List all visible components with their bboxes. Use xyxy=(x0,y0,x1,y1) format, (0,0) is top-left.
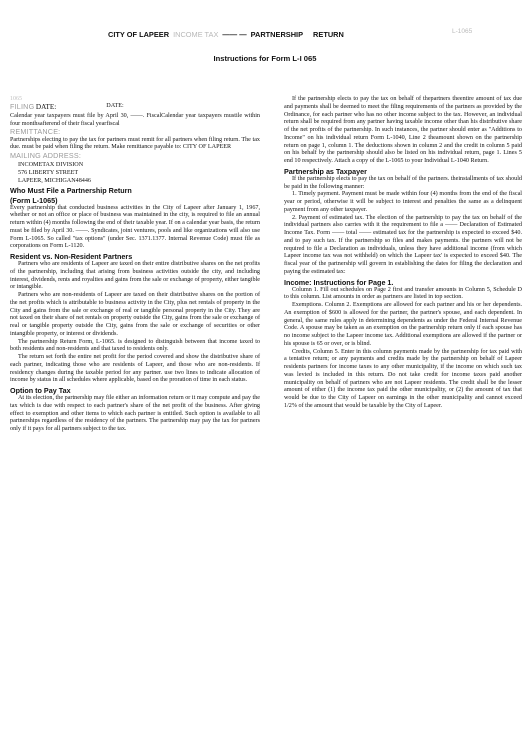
mailing-address xyxy=(10,161,260,185)
filing-date-label-2: DATE: xyxy=(106,103,124,109)
address-line-3: LAPEER, MICHIGAN48446 xyxy=(18,177,92,184)
filing-date-row xyxy=(10,103,260,113)
who-must-file-text: Every partnership that conducted business activities in the City of Lapeer after January 1, 1967, whether or not an office or place of business was maintained in the city, is required to file an annual return within (4) months following the end of their taxable year. If on a calendar year basis, the return must be filed by April 30. ——. Syndicates, joint ventures, pools and like organizations will also use Form L-1065. So called "tax options" (under Sec. 1371.1377. Internal Revenue Code) must file as corporations on Form L-1120. xyxy=(10,204,260,250)
address-line-1: INCOMETAX DIVISION xyxy=(18,161,84,168)
form-header xyxy=(108,30,438,39)
header-income-tax: INCOME TAX xyxy=(173,30,219,39)
filing-label: FILING xyxy=(10,102,35,111)
top-mark: 1065 xyxy=(10,96,22,102)
resident-text-3: The partnership Return Form, L-1065. is designed to distinguish between that income taxed to both residents and non-residents and that taxed to residents only. xyxy=(10,338,260,353)
partnership-taxpayer-text-2: 1. Timely payment. Payment must be made within four (4) months from the end of the fiscal year or period, otherwise it will be subject to interest and penalties the same as a delinquent payment from any other taxpayer. xyxy=(284,191,522,213)
right-column xyxy=(284,96,522,411)
remittance-label: REMITTANCE: xyxy=(10,127,61,137)
header-return: RETURN xyxy=(313,30,344,39)
document-subtitle: Instructions for Form L-I 065 xyxy=(213,54,317,63)
address-line-2: 576 LIBERTY STREET xyxy=(18,169,79,176)
income-instructions-heading: Income: Instructions for Page 1. xyxy=(284,277,394,287)
filing-date-label: DATE: xyxy=(35,103,57,111)
resident-text-2: Partners who are non-residents of Lapeer are taxed on their distributive shares on the portion of the net profits which is attributable to business activity in the City, plus net rentals of property in the City and gains from the sale or exchange of real or tangible personal property in the City. They are not taxed on their share of net rentals on property outside the City, gains from the sale or exchange of real or tangible property outside the City, gains from the sale or exchange of securities or other intangible property, or interest or dividends. xyxy=(10,292,260,337)
income-instructions-text-3: Credits, Column 5. Enter in this column payments made by the partnership for tax paid with a tentative return; or any payments and credits made by the partnership on behalf of Lapeer residents partners for income taxes to any other municipality, if the income on which such tax was levied is included in this return. Do not take credit for income taxes paid another municipality on behalf of partners who are not Lapeer residents. The credit shall be the lesser amount of either (1) the income tax paid the other municipality, or (2) the amount of tax that would be due to the City of Lapeer on earnings in the other municipality and cannot exceed 1/2% of the amount that would be taxable by the City of Lapeer. xyxy=(284,348,522,409)
resident-text-4: The return set forth the entire net profit for the period covered and show the distributive share of each partner, indicating those who are residents of Lapeer, and those who are non-residents. If residency changes during the taxable period for any partner. use two lines to indicate allocation of income by status in all schedules where applicable, based on the proration of time in each status. xyxy=(10,354,260,384)
income-instructions-text-2: Exemptions. Column 2. Exemptions are allowed for each partner and his or her dependents. An exemption of $600 is allowed for the partner, the partner's spouse, and each dependent. In general, the same rules apply in determining dependents as under the Federal Internal Revenue Code. A spouse may be taken as an exemption on the partnership return only if each spouse has no income subject to the Lapeer income tax. Additional exemptions are allowed if the partner or his spouse is 65 or over, or is blind. xyxy=(284,302,522,347)
resident-heading: Resident vs. Non-Resident Partners xyxy=(10,252,133,262)
who-must-file-subheading: (Form L-1065) xyxy=(10,195,58,205)
header-partnership: PARTNERSHIP xyxy=(250,30,304,39)
left-column xyxy=(10,96,260,434)
option-text: At its election, the partnership may file either an information return or it may compute and pay the tax which is due with respect to each partner's share of the net profit of the business. After giving effect to exemption and other items to which each partner is entitled. Such option is available to all partnerships regardless of the residency of the partners. The partnership may pay the tax for partners only if it pays for all partners subject to the tax. xyxy=(10,395,260,433)
elect-text: If the partnership elects to pay the tax on behalf of thepartners theentire amount of tax due and payments shall be deemed to meet the filing requirements of the partners as provided by the Ordinance, for each partner who has no other income subject to the tax. However, an individual return shall be required from any partner having taxable income other than his distributive share of the net profits of the partnership. In such instances, the partner should enter as "Additions to Income" on his individual return Form L-1040, Line 2 theamount shown on the partnership return on page 1, column 1. The deductions shown in column 2 and the credit in column 5 paid on his behalf by the partnership should also be listed on his individual return, page 1. Lines 5 end 10 respectively. Attach a copy of the L-1065 to your Individual L-1040 Return. xyxy=(284,96,522,164)
option-heading: Option to Pay Tax xyxy=(10,386,71,396)
mailing-label: MAILING ADDRESS: xyxy=(10,151,82,161)
resident-text-1: Partners who are residents of Lapeer are taxed on their entire distributive shares on the net profits of the partnership, including that arising from business activities outside the city, and including interest, dividends, rents and royalties and gains from the sale or exchange of property, either tangible or intangible. xyxy=(10,261,260,291)
remittance-text: Partnerships electing to pay the tax for partners must remit for all partners when filing return. The tax due. must be paid when filing the return. Make remittance payable to: CITY OF LAPEER xyxy=(10,136,260,151)
header-city: CITY OF LAPEER xyxy=(108,30,170,39)
partnership-taxpayer-text-3: 2. Payment of estimated tax. The election of the partnership to pay the tax on behalf of the individual partners also carries with it the requirement to file a —— Declaration of Estimated Income Tax. Form —— total —— estimated tax for the partnership is expected to exceed $40. and to pay such tax. If the partnership so files and makes payments. the partners will not be required to file a Declaration as individuals, unless they have additional income (from which Lapeer income tax was not withheld) on which the Lapeer tax' is expected to exceed $40. The fiscal year of the partnership will govern in establishing the dates for filing the declaration and paying the estimated tax: xyxy=(284,214,522,275)
who-must-file-heading: Who Must File a Partnership Return xyxy=(10,185,132,195)
partnership-taxpayer-heading: Partnership as Taxpayer xyxy=(284,166,367,176)
filing-text: Calendar year taxpayers must file by April 30, ——. FiscalCalendar year taxpayers mustile within four monthsafterend of their fiscal yearfiscal xyxy=(10,112,260,127)
header-dash: —— — xyxy=(222,30,247,39)
income-instructions-text-1: Column 1. Fill out schedules on Page 2 first and transfer amounts in Column 5, Schedule D to this column. List amounts in order as partners are listed in top section. xyxy=(284,286,522,301)
partnership-taxpayer-text-1: If the partnership elects to pay the tax on behalf of the partners. theinstallments of tax should be paid in the following manner: xyxy=(284,175,522,190)
page-mark: L-1065 xyxy=(452,28,473,35)
